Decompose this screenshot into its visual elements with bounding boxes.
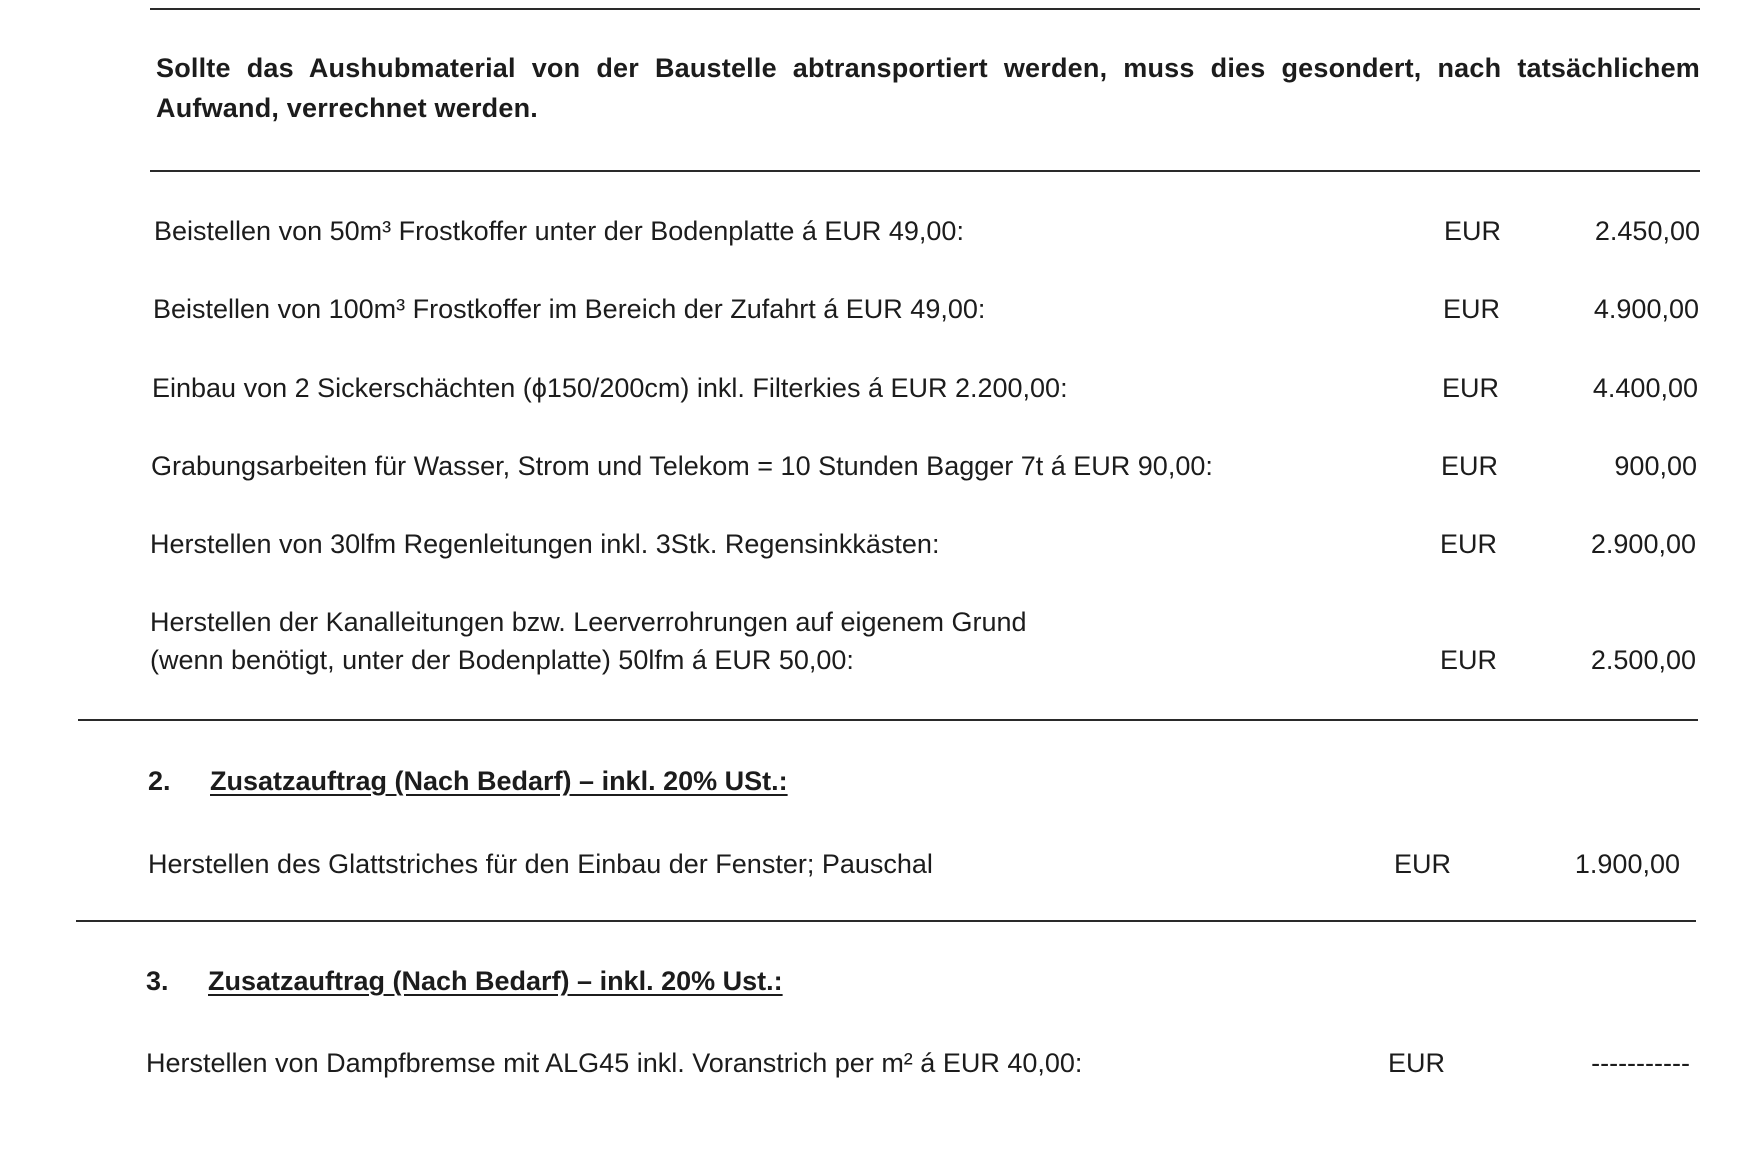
divider-section-3	[76, 920, 1696, 922]
section-title: Zusatzauftrag (Nach Bedarf) – inkl. 20% Ust.:	[208, 966, 783, 996]
item-description: Herstellen von 30lfm Regenleitungen inkl. 3Stk. Regensinkkästen:	[150, 529, 940, 559]
item-currency: EUR	[1442, 373, 1500, 403]
section-number: 2.	[148, 766, 171, 796]
item-currency: EUR	[1394, 849, 1452, 879]
item-amount: 4.900,00	[1593, 294, 1699, 324]
item-amount: 2.450,00	[1594, 216, 1700, 246]
item-amount: 2.500,00	[1590, 645, 1696, 675]
item-description-line2: (wenn benötigt, unter der Bodenplatte) 50lfm á EUR 50,00:	[150, 645, 854, 675]
item-description: Einbau von 2 Sickerschächten (ϕ150/200cm) inkl. Filterkies á EUR 2.200,00:	[152, 373, 1068, 403]
excavation-note: Sollte das Aushubmaterial von der Baustelle abtransportiert werden, muss dies gesondert, nach tatsächlichem Aufwand, verrechnet werden.	[156, 53, 1700, 123]
item-amount: 2.900,00	[1590, 529, 1696, 559]
item-description-line1: Herstellen der Kanalleitungen bzw. Leerverrohrungen auf eigenem Grund	[150, 607, 1027, 637]
item-amount: 4.400,00	[1592, 373, 1698, 403]
section-number: 3.	[146, 966, 169, 996]
item-amount: -----------	[1591, 1048, 1690, 1078]
item-description: Herstellen von Dampfbremse mit ALG45 inkl. Voranstrich per m² á EUR 40,00:	[146, 1048, 1083, 1078]
item-description: Herstellen des Glattstriches für den Einbau der Fenster; Pauschal	[148, 849, 933, 879]
item-currency: EUR	[1441, 451, 1499, 481]
item-amount: 900,00	[1614, 451, 1697, 481]
item-currency: EUR	[1443, 294, 1501, 324]
item-currency: EUR	[1440, 645, 1498, 675]
item-description: Grabungsarbeiten für Wasser, Strom und Telekom = 10 Stunden Bagger 7t á EUR 90,00:	[151, 451, 1213, 481]
item-description: Beistellen von 100m³ Frostkoffer im Bereich der Zufahrt á EUR 49,00:	[153, 294, 986, 324]
item-currency: EUR	[1440, 529, 1498, 559]
divider-section-2	[78, 719, 1698, 721]
item-currency: EUR	[1444, 216, 1502, 246]
divider-after-note	[150, 170, 1700, 172]
section-title: Zusatzauftrag (Nach Bedarf) – inkl. 20% USt.:	[210, 766, 788, 796]
item-amount: 1.900,00	[1574, 849, 1680, 879]
item-currency: EUR	[1388, 1048, 1446, 1078]
item-description: Beistellen von 50m³ Frostkoffer unter der Bodenplatte á EUR 49,00:	[154, 216, 964, 246]
divider-top	[150, 8, 1700, 10]
